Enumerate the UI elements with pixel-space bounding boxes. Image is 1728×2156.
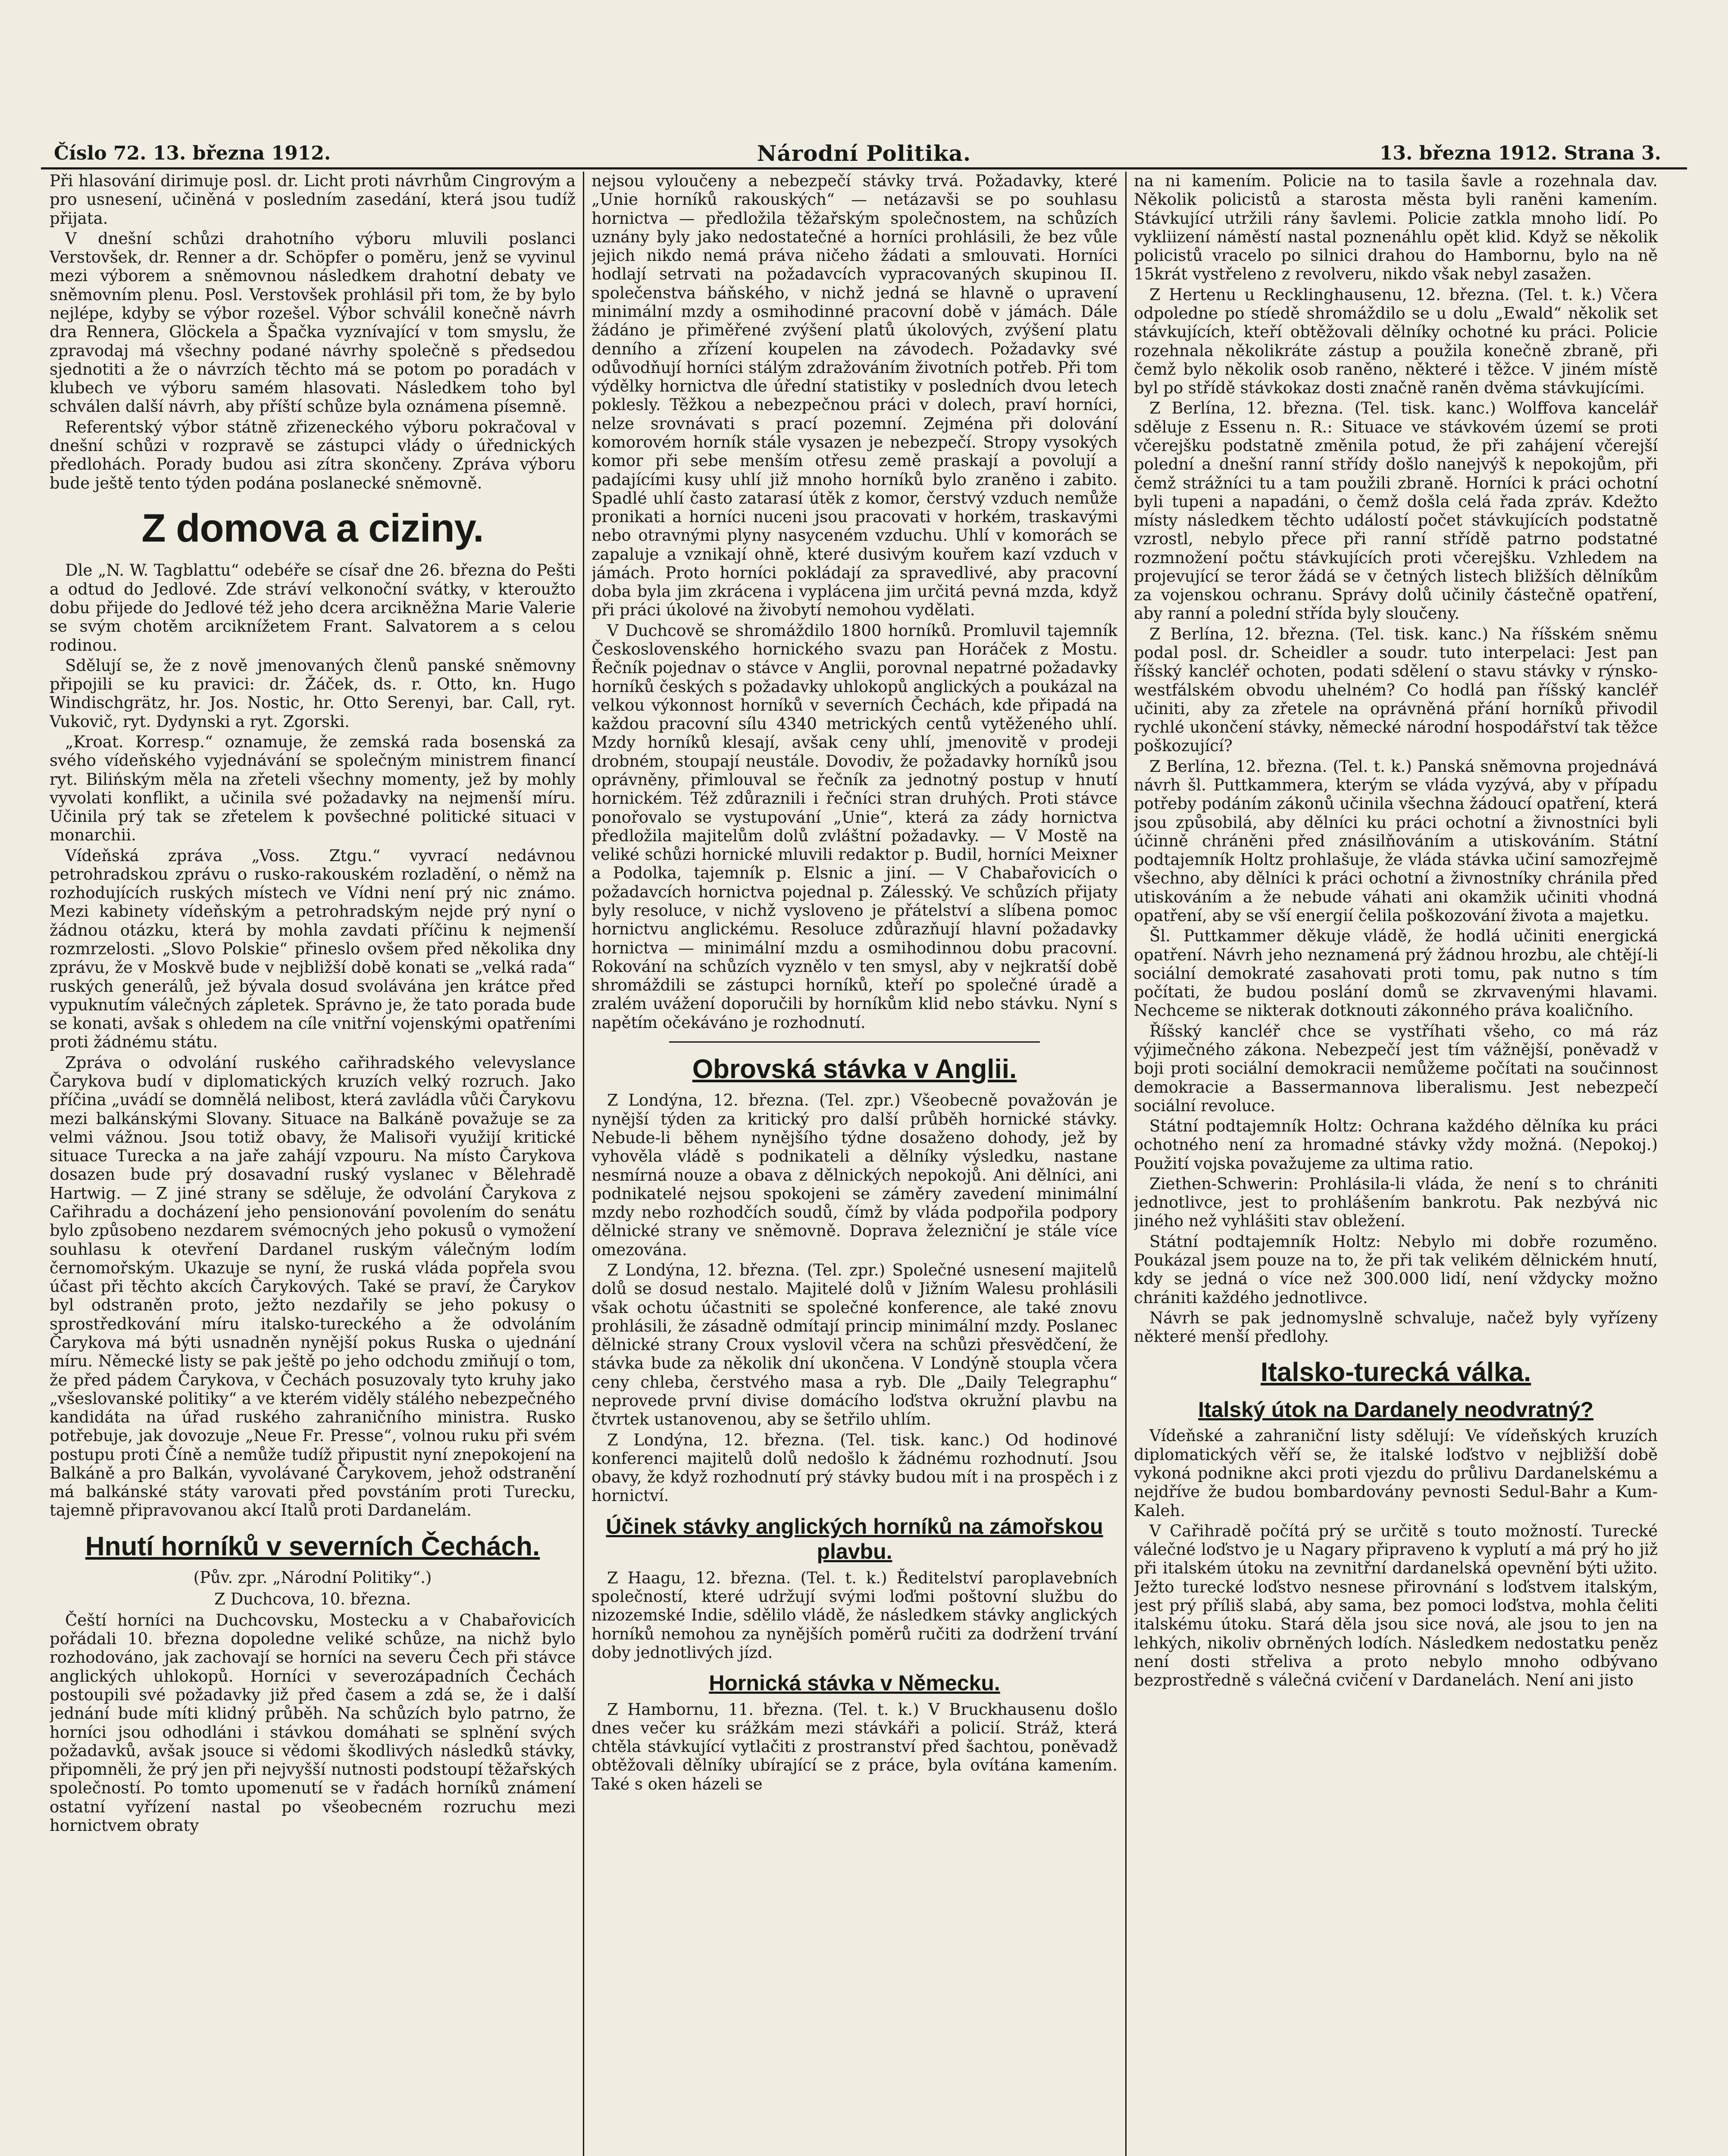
paragraph: Státní podtajemník Holtz: Ochrana každého dělníka ku práci ochotného není za hromadné stávky vždy možná. (Nepokoj.) Použití vojska považujeme za ultima ratio. <box>1134 1117 1658 1173</box>
paragraph: Z Londýna, 12. března. (Tel. zpr.) Všeobecně považován je nynější týden za kritický pro další průběh hornické stávky. Nebude-li během nynějšího týdne dosaženo dohody, jež by vyhověla vládě s podnikateli a dělníky výsledku, nastane nesmírná nouze a obava z dělnických nepokojů. Ani dělníci, ani podnikatelé nejsou spokojeni se záměry zavedení minimální mzdy nebo rozhodčích soudů, čímž by vláda podpořila podpory dělnické strany ve sněmovně. Doprava železniční je stále více omezována. <box>592 1091 1118 1259</box>
article-heading: Účinek stávky anglických horníků na zámořskou plavbu. <box>606 1514 1103 1564</box>
masthead <box>41 138 1687 169</box>
paragraph: Říšský kancléř chce se vystříhati všeho, co má ráz výjimečného zákona. Nebezpečí jest tím vážnější, poněvadž v boji proti sociální demokracii nemůžeme počítati na součinnost demokracie a Bassermannova liberalismu. Jest nebezpečí sociální revoluce. <box>1134 1022 1658 1115</box>
paragraph: Šl. Puttkammer děkuje vládě, že hodlá učiniti energická opatření. Návrh jeho neznamená prý žádnou hrozbu, ale chtějí-li sociální demokraté zasahovati proti tomu, pak nutno s tím počítati, že budou poslání domů se zkrvavenými hlavami. Nechceme se nikterak dotknouti zákonného práva koaličního. <box>1134 927 1658 1020</box>
column-2 <box>592 172 1118 2156</box>
paragraph: Z Hambornu, 11. března. (Tel. t. k.) V Bruckhausenu došlo dnes večer ku srážkám mezi stávkáři a policií. Stráž, která chtěla stávkující vytlačiti z prostranství před šachtou, poněvadž obtěžovali dělníky ubírající se z práce, byla ovítána kamením. Také s oken házeli se <box>592 1700 1118 1793</box>
divider <box>669 1041 1040 1043</box>
paragraph: Z Berlína, 12. března. (Tel. tisk. kanc.) Na říšském sněmu podal posl. dr. Scheidler a soudr. tuto interpelaci: Jest pan říšský kancléř ochoten, podati sdělení o stavu stávky v rýnsko-westfálském obvodu uhelném? Co hodlá pan říšský kancléř učiniti, aby za zřetele na oprávněná přání horníků přivodil rychlé ukončení stávky, německé národní hospodářství tak těžce poškozující? <box>1134 624 1658 755</box>
paragraph: V Duchcově se shromáždilo 1800 horníků. Promluvil tajemník Československého hornického svazu pan Horáček z Mostu. Řečník pojednav o stávce v Anglii, porovnal nepatrné požadavky horníků českých s požadavky uhlokopů anglických a poukázal na velkou výkonnost horníků v severních Čechách, kde připadá na každou pracovní sílu 4340 metrických centů vytěženého uhlí. Mzdy horníků klesají, avšak ceny uhlí, jmenovitě v prodeji drobném, stoupají neustále. Dovodiv, že požadavky horníků jsou oprávněny, přimlouval se řečník za jednotný postup v hnutí hornickém. Též zdůraznili i řečníci stran druhých. Proti stávce ponořovalo se vystupování „Unie“, která za zády hornictva předložila majitelům dolů zvláštní požadavky. — V Mostě na veliké schůzi hornické mluvili redaktor p. Budil, horníci Meixner a Podolka, tajemník p. Elsnic a jiní. — V Chabařovicích o požadavcích hornictva pojednal p. Zálesský. Ve schůzích přijaty byly resoluce, v nichž vysloveno je přátelství a slíbena pomoc hornictvu anglickému. Resoluce zdůrazňují hlavní požadavky hornictva — minimální mzdu a osmihodinnou dobu pracovní. Rokování na schůzích vyznělo v ten smysl, aby v nejkratší době shromáždili se zástupci horníků, kteří po společné úradě a zralém uvážení doporučili by horníkům klid nebo stávku. Nyní s napětím očekáváno je rozhodnutí. <box>592 621 1118 1032</box>
paragraph: Čeští horníci na Duchcovsku, Mostecku a v Chabařovicích pořádali 10. března dopoledne veliké schůze, na nichž bylo rozhodováno, jak zachovají se horníci na severu Čech při stávce anglických uhlokopů. Horníci v severozápadních Čechách postoupili své požadavky již před časem a zdá se, že i další jednání bude míti klidný průběh. Na schůzích bylo patrno, že horníci jsou odhodláni i stávkou domáhati se splnění svých požadavků, avšak jsouce si vědomi škodlivých následků stávky, připomněli, že prý jen při nejvyšší nutnosti podstoupí těžařských společností. Po tomto upomenutí se v řadách horníků známení ostatní vyřízení nastal po všeobecném rozruchu mezi hornictvem obraty <box>50 1611 576 1835</box>
page-date-number: 13. března 1912. Strana 3. <box>1379 142 1661 164</box>
paragraph: Návrh se pak jednomyslně schvaluje, načež byly vyřízeny některé menší předlohy. <box>1134 1308 1658 1346</box>
paragraph: Vídeňské a zahraniční listy sdělují: Ve vídeňských kruzích diplomatických věří se, že italské loďstvo v nejbližší době vykoná podnikne akci proti vjezdu do průlivu Dardanelskému a nejdříve že budou bombardovány pevnosti Sedul-Bahr a Kum-Kaleh. <box>1134 1426 1658 1520</box>
dateline: Z Duchcova, 10. března. <box>214 1589 411 1608</box>
paragraph: Ziethen-Schwerin: Prohlásila-li vláda, že není s to chrániti jednotlivce, jest to prohlášením bankrotu. Pak nezbývá nic jiného než vyhlášiti stav obležení. <box>1134 1174 1658 1231</box>
column-3 <box>1134 172 1658 2156</box>
newspaper-title: Národní Politika. <box>757 141 971 166</box>
paragraph: V dnešní schůzi drahotního výboru mluvili poslanci Verstovšek, dr. Renner a dr. Schöpfer o poměru, jenž se vyvinul mezi výborem a sněmovnou následkem drahotní debaty ve sněmovním plenu. Posl. Verstovšek prohlásil při tom, že by bylo nejlépe, kdyby se výbor rozešel. Výbor schválil konečně návrh dra Rennera, Glöckela a Špačka vyznívající v tom smyslu, že zpravodaj má všechny podané návrhy společně s předsedou sjednotiti a že o návrzích těchto má se potom po poradách v klubech ve výboru samém hlasovati. Následkem toho byl schválen další návrh, aby příští schůze byla oznámena písemně. <box>50 229 576 416</box>
paragraph: Z Berlína, 12. března. (Tel. t. k.) Panská sněmovna projednává návrh šl. Puttkammera, kterým se vláda vyzývá, aby v případu potřeby podáním zákonů učinila všechna žádoucí opatření, která jsou způsobilá, aby dělníci ku práci ochotní a živnostníci byli účinně chráněni před znásilňováním a utiskováním. Státní podtajemník Holtz prohlašuje, že vláda stávka učiní samozřejmě všechno, aby dělníci k práci ochotní a živnostníky chránila před utiskováním a že nebude váhati ani okamžik učiniti vhodná opatření, aby se vší energií čelila poškozování života a majetku. <box>1134 757 1658 925</box>
paragraph: Z Londýna, 12. března. (Tel. tisk. kanc.) Od hodinové konferenci majitelů dolů nedošlo k žádnému rozhodnutí. Jsou obavy, že když rozhodnutí prý stávky budou mít i na prospěch i z hornictví. <box>592 1430 1118 1505</box>
article-source: (Pův. zpr. „Národní Politiky“.) <box>193 1568 432 1587</box>
paragraph: Zpráva o odvolání ruského cařihradského velevyslance Čarykova budí v diplomatických kruzích velký rozruch. Jako příčina „uvádí se domnělá nelibost, která zavládla vůči Čarykovu mezi balkánskými Slovany. Situace na Balkáně považuje se za velmi vážnou. Jsou totiž obavy, že Malisoři využijí kritické situace Turecka a na jaře zahájí vzpouru. Na místo Čarykova dosazen bude prý dosavadní ruský vyslanec v Bělehradě Hartwig. — Z jiné strany se sděluje, že odvolání Čarykova z Cařihradu a docházení jeho pensionování povolením do senátu bylo způsobeno nezdarem svémocných jeho pokusů o vymožení souhlasu k otevření Dardanel ruským válečným lodím černomořským. Ukazuje se nyní, že ruská vláda popřela svou účast při těchto akcích Čarykových. Také se praví, že Čarykov byl odstraněn proto, ježto nezdařily se jeho pokusy o sprostředkování míru italsko-tureckého a že odvoláním Čarykova má býti usnadněn nynější pokus Ruska o ujednání míru. Německé listy se pak ještě po jeho odchodu zmiňují o tom, že před pádem Čarykova, v Čechách posuzovaly tyto kruhy jako „všeslovanské politiky“ a ve kterém viděly stálého nebezpečného kandidáta na úřad ruského zahraničního ministra. Rusko potřebuje, jak dovozuje „Neue Fr. Presse“, volnou ruku při svém postupu proti Číně a nemůže tudíž připustit nyní znepokojení na Balkáně a pro Balkán, vyvolávané Čarykovem, jehož odstranění má balkánské státy varovati před povstáním proti Turecku, tajemně připravovanou akcí Italů proti Dardanelám. <box>50 1053 576 1520</box>
paragraph: Z Haagu, 12. března. (Tel. t. k.) Ředitelství paroplavebních společností, které udržují svými loďmi poštovní službu do nizozemské Indie, sdělilo vládě, že následkem stávky anglických horníků nemohou za nynějších poměrů ručiti za dodržení trvání doby jednotlivých jízd. <box>592 1568 1118 1662</box>
article-heading: Hornická stávka v Německu. <box>709 1671 1000 1695</box>
paragraph: Při hlasování dirimuje posl. dr. Licht proti návrhům Cingrovým a pro usnesení, učiněná v posledním zasedání, která jsou tudíž přijata. <box>50 172 576 228</box>
paragraph: na ni kamením. Policie na to tasila šavle a rozehnala dav. Několik policistů a starosta města byli raněni kamením. Stávkující utržili rány šavlemi. Policie zatkla mnoho lidí. Po vykliizení náměstí nastal poznenáhlu opět klid. Když se několik policistů vracelo po silnici drahou do Hambornu, bylo na ně 15krát vystřeleno z revolveru, nikdo však nebyl zasažen. <box>1134 172 1658 284</box>
paragraph: Sdělují se, že z nově jmenovaných členů panské sněmovny připojili se ku pravici: dr. Žáček, ds. r. Otto, kn. Hugo Windischgrätz, hr. Jos. Nostic, hr. Otto Serenyi, bar. Call, ryt. Vukovič, ryt. Dydynski a ryt. Zgorski. <box>50 656 576 731</box>
masthead-rule <box>41 167 1687 169</box>
paragraph: Dle „N. W. Tagblattu“ odebéře se císař dne 26. března do Pešti a odtud do Jedlové. Zde stráví velkonoční svátky, v kteroužto dobu přijede do Jedlové též jeho dcera arcikněžna Marie Valerie se svým chotěm arciknížetem Frant. Salvatorem a s celou rodinou. <box>50 561 576 655</box>
paragraph: Z Hertenu u Recklinghausenu, 12. března. (Tel. t. k.) Včera odpoledne po stíedě shromáždilo se u dolu „Ewald“ několik set stávkujících, kteří obtěžovali dělníky ochotné ku práci. Policie rozehnala několikráte zástup a použila konečně zbraně, při čemž bylo několik osob raněno, některé i těžce. V jiném místě byl po střídě stávkokaz dosti značně raněn dvěma stávkujícími. <box>1134 285 1658 398</box>
column-divider <box>1125 172 1127 2156</box>
paragraph: Z Berlína, 12. března. (Tel. tisk. kanc.) Wolffova kancelář sděluje z Essenu n. R.: Situace ve stávkovém území se proti včerejšku podstatně změnila potud, že při zahájení včerejší polední a dnešní ranní střídy došlo nanejvýš k nepokojům, při čemž strážníci tu a tam použili zbraně. Horníci k práci ochotní byli tupeni a napadáni, o čemž došla celá řada zpráv. Kdežto místy následkem těchto událostí počet stávkujících podstatně vzrostl, nebylo přece při ranní střídě patrno podstatné rozmnožení počtu stávkujících proti včerejšku. Vzhledem na projevující se teror žádá se v četných listech bližších dělníkům za vojenskou ochranu. Správy dolů učinily částečně opatření, aby ranní a polední střída byly sloučeny. <box>1134 399 1658 623</box>
section-heading: Z domova a ciziny. <box>141 506 484 550</box>
paragraph: Státní podtajemník Holtz: Nebylo mi dobře rozuměno. Poukázal jsem pouze na to, že při tak velikém dělnickém hnutí, kdy se jedná o více než 300.000 lidí, není vždycky možno chrániti každého jednotlivce. <box>1134 1232 1658 1307</box>
article-heading: Italský útok na Dardanely neodvratný? <box>1198 1397 1593 1422</box>
article-heading: Hnutí horníků v severních Čechách. <box>85 1531 540 1561</box>
column-divider <box>583 172 584 2156</box>
column-1 <box>50 172 576 2156</box>
paragraph: V Cařihradě počítá prý se určitě s touto možností. Turecké válečné loďstvo je u Nagary připraveno k vyplutí a má prý ho již při italském útoku na zevnitřní dardanelská opevnění býti užito. Ježto turecké loďstvo nesnese přirovnání s loďstvem italským, jest prý příliš slabá, aby sama, bez pomoci loďstva, mohla čeliti italskému útoku. Stará děla jsou sice nová, ale jsou to jen na lehkých, nikoliv obrněných lodích. Následkem nedostatku peněz není dosti střeliva a proto nebylo mnoho odbývano bezprostředně s válečná cvičení v Dardanelách. Není ani jisto <box>1134 1521 1658 1690</box>
paragraph: Vídeňská zpráva „Voss. Ztgu.“ vyvrací nedávnou petrohradskou zprávu o rusko-rakouském rozladění, o němž na rozhodujících ruských místech ve Vídni není prý nic známo. Mezi kabinety vídeňským a petrohradským nejde prý nyní o žádnou otázku, která by mohla zavdati příčinu k nejmenší rozmrzelosti. „Slovo Polskie“ přineslo ovšem před několika dny zprávu, že v Moskvě bude v nejbližší době konati se „velká rada“ ruských generálů, jež bývala dosud svolávána jen krátce před vypuknutím válečných zápletek. Správno je, že tato porada bude se konati, avšak s ohledem na cíle vnitřní vojenskými opatřeními proti žádnému státu. <box>50 846 576 1052</box>
paragraph: Referentský výbor státně zřizeneckého výboru pokračoval v dnešní schůzi v rozpravě se zástupci vlády o úřednických předlohách. Porady budou asi zítra skončeny. Zpráva výboru bude ještě tento týden podána poslanecké sněmovně. <box>50 417 576 492</box>
issue-number: Číslo 72. 13. března 1912. <box>54 142 331 164</box>
paragraph: nejsou vyloučeny a nebezpečí stávky trvá. Požadavky, které „Unie horníků rakouských“ — netázavši se po souhlasu hornictva — předložila těžařským společnostem, na schůzích uznány byly jako nedostatečné a horníci prohlásili, že bez vůle jejich nikdo nemá práva ničeho žádati a smlouvati. Horníci hodlají setrvati na požadavcích vypracovaných skupinou II. společenstva báňského, v nichž jedná se hlavně o upravení minimální mzdy a osmihodinné pracovní době v jámách. Dále žádáno je přiměřené zvýšení platů úkolových, zvýšení platu denního a zřízení koupelen na závodech. Požadavky své odůvodňují horníci stálým zdražováním životních potřeb. Při tom výdělky hornictva dle úřední statistiky v posledních dvou letech poklesly. Těžkou a nebezpečnou práci v dolech, praví horníci, nelze srovnávati s prací pozemní. Zejména při dolování komorovém horník stále vysazen je nebezpečí. Stropy vysokých komor při sebe menším otřesu země praskají a povolují a padajícími kusy uhlí již mnoho horníků bylo zraněno i zabito. Spadlé uhlí často zatarasí útěk z komor, čerstvý vzduch nemůže pronikati a horníci nuceni jsou pracovati v horkém, traskavými nebo otravnými plyny nasyceném vzduchu. Uhlí v komorách se zapaluje a vznikají ohně, které dusivým kouřem kazí vzduch v jámách. Proto horníci pokládají za spravedlivé, aby pracovní doba byla jim zkrácena i vyplácena jim určitá pevná mzda, když při práci úkolové na živobytí nemohou vydělati. <box>592 172 1118 620</box>
paragraph: „Kroat. Korresp.“ oznamuje, že zemská rada bosenská za svého vídeňského vyjednávání se společným ministrem financí ryt. Bilińským měla na zřeteli všechny momenty, jež by mohly vyvolati konflikt, a učinila své požadavky na nejmenší míru. Učinila prý tak se zřetelem k povšechné politické situaci v monarchii. <box>50 732 576 845</box>
section-heading: Italsko-turecká válka. <box>1260 1357 1531 1388</box>
article-heading: Obrovská stávka v Anglii. <box>692 1054 1017 1084</box>
paragraph: Z Londýna, 12. března. (Tel. zpr.) Společné usnesení majitelů dolů se dosud nestalo. Majitelé dolů v Jižním Walesu prohlásili však ochotu účastniti se společné konference, ale také znovu prohlásili, že zásadně odmítají princip minimální mzdy. Poslanec dělnické strany Croux vyslovil včera na schůzi přesvědčení, že stávka bude za několik dní ukončena. V Londýně stoupla včera ceny chleba, čerstvého masa a ryb. Dle „Daily Telegraphu“ neprovede první divise domácího loďstva okružní plavbu na čtvrtek ustanovenou, aby se šetřilo uhlím. <box>592 1261 1118 1429</box>
